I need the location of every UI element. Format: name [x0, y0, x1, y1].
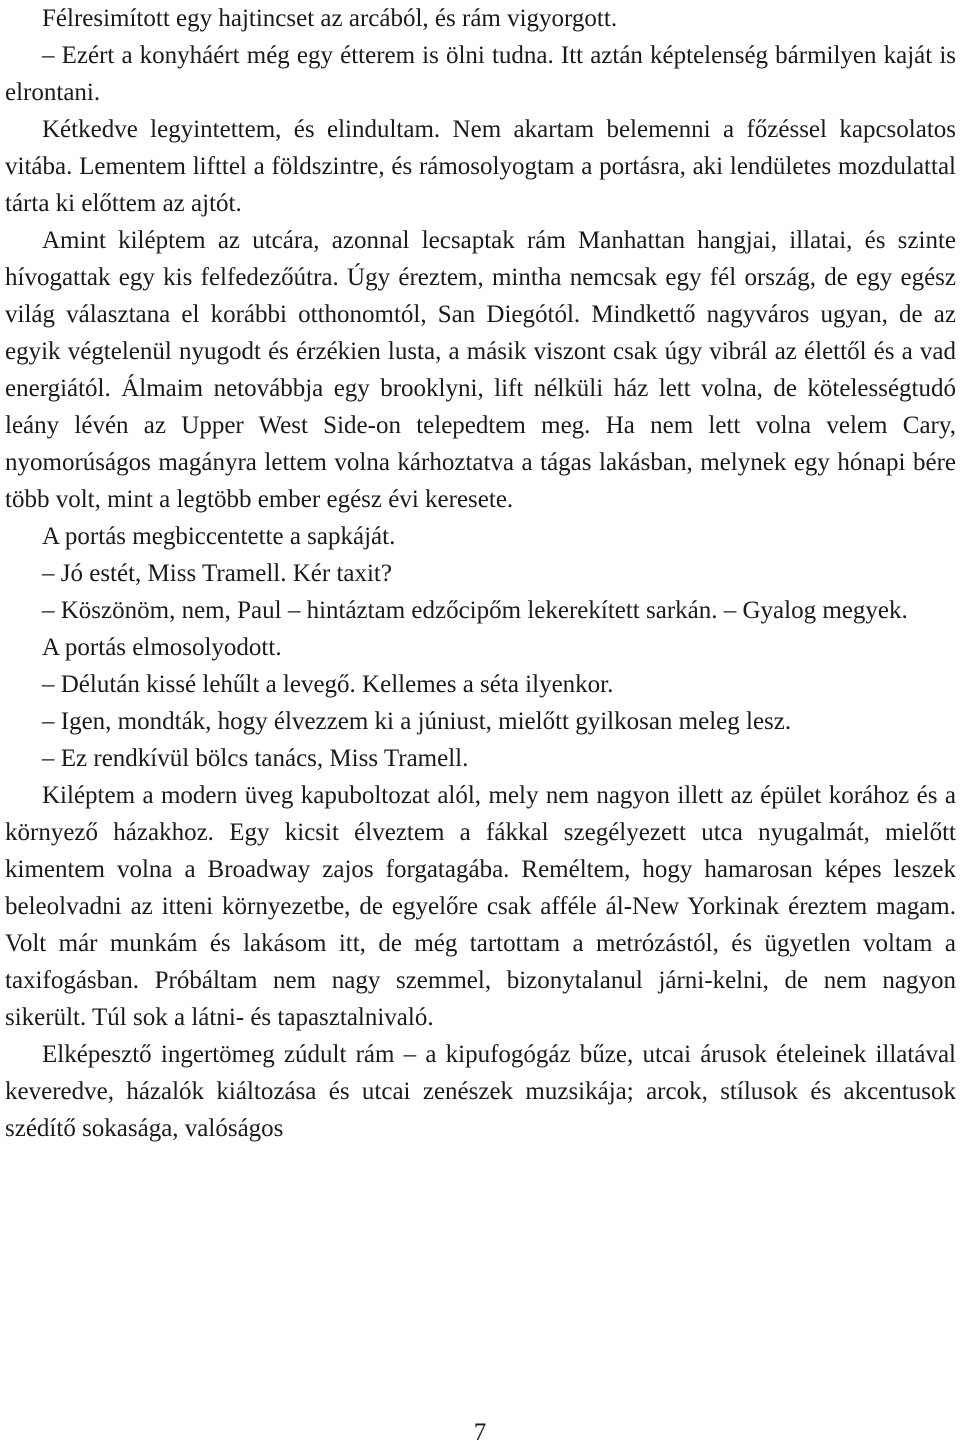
paragraph-4: Amint kiléptem az utcára, azonnal lecsaptak rám Manhattan hangjai, illatai, és szinte hívogattak egy kis felfedezőútra. Úgy éreztem, mintha nemcsak egy fél ország, de egy egész világ választana el korábbi otthonomtól, San Diegótól. Mindkettő nagyváros ugyan, de az egyik végtelenül nyugodt és érzékien lusta, a másik viszont csak úgy vibrál az élettől és a vad energiától. Álmaim netovábbja egy brooklyni, lift nélküli ház lett volna, de kötelességtudó leány lévén az Upper West Side-on telepedtem meg. Ha nem lett volna velem Cary, nyomorúságos magányra lettem volna kárhoztatva a tágas lakásban, melynek egy hónapi bére több volt, mint a legtöbb ember egész évi keresete. — [5, 227, 956, 513]
paragraph-13: Elképesztő ingertömeg zúdult rám – a kipufogógáz bűze, utcai árusok ételeinek illatával keveredve, házalók kiáltozása és utcai zenészek muzsikája; arcok, stílusok és akcentusok szédítő sokasága, valóságos — [5, 1041, 956, 1142]
book-page — [5, 0, 956, 1147]
paragraph-6: – Jó estét, Miss Tramell. Kér taxit? — [42, 560, 392, 587]
paragraph-11: – Ez rendkívül bölcs tanács, Miss Tramell. — [42, 745, 469, 772]
paragraph-9: – Délután kissé lehűlt a levegő. Kellemes a séta ilyenkor. — [42, 671, 614, 698]
page-number: 7 — [473, 1419, 487, 1446]
paragraph-3: Kétkedve legyintettem, és elindultam. Nem akartam belemenni a főzéssel kapcsolatos vitába. Lementem lifttel a földszintre, és rámosolyogtam a portásra, aki lendületes mozdulattal tárta ki előttem az ajtót. — [5, 116, 956, 217]
paragraph-1: Félresimított egy hajtincset az arcából, és rám vigyorgott. — [42, 5, 618, 32]
paragraph-10: – Igen, mondták, hogy élvezzem ki a júniust, mielőtt gyilkosan meleg lesz. — [42, 708, 792, 735]
paragraph-8: A portás elmosolyodott. — [42, 634, 282, 661]
paragraph-5: A portás megbiccentette a sapkáját. — [42, 523, 396, 550]
paragraph-12: Kiléptem a modern üveg kapuboltozat alól, mely nem nagyon illett az épület korához és a környező házakhoz. Egy kicsit élveztem a fákkal szegélyezett utca nyugalmát, mielőtt kimentem volna a Broadway zajos forgatagába. Reméltem, hogy hamarosan képes leszek beleolvadni az itteni környezetbe, de egyelőre csak afféle ál-New Yorkinak éreztem magam. Volt már munkám és lakásom itt, de még tartottam a metrózástól, és ügyetlen voltam a taxifogásban. Próbáltam nem nagy szemmel, bizonytalanul járni-kelni, de nem nagyon sikerült. Túl sok a látni- és tapasztalnivaló. — [5, 782, 956, 1031]
paragraph-2: – Ezért a konyháért még egy étterem is ölni tudna. Itt aztán képtelenség bármilyen kaját is elrontani. — [5, 42, 956, 106]
paragraph-7: – Köszönöm, nem, Paul – hintáztam edzőcipőm lekerekített sarkán. – Gyalog megyek. — [42, 597, 908, 624]
